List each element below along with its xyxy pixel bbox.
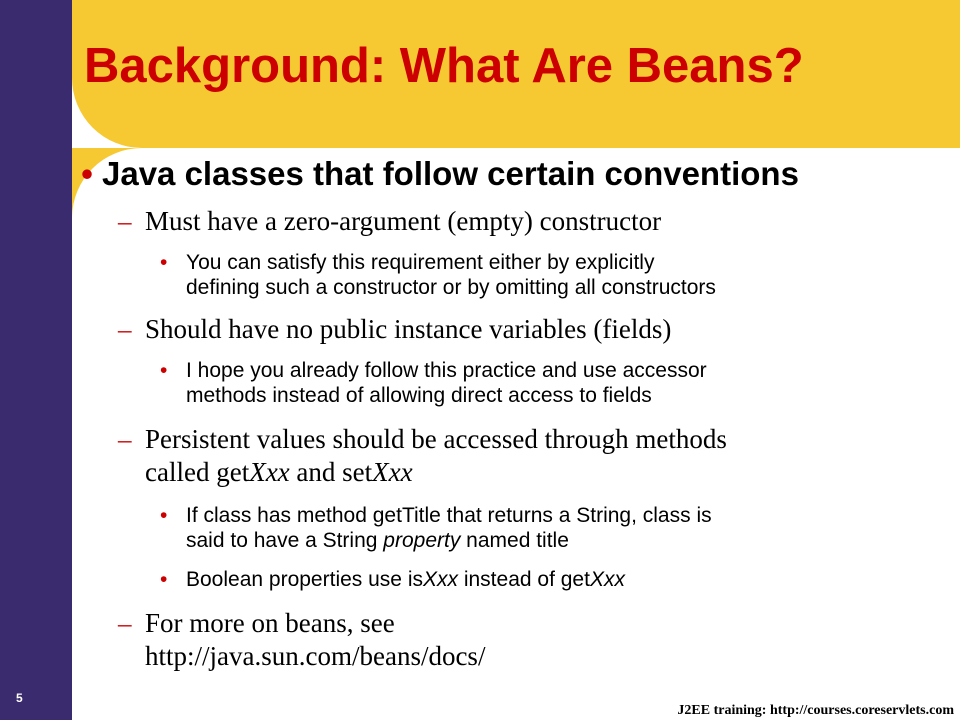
detail-line: [186, 528, 712, 553]
text-run-italic: property: [383, 529, 461, 552]
dot-marker: •: [160, 251, 168, 274]
detail-line: You can satisfy this requirement either by explicitly: [186, 251, 655, 274]
text-run: called get: [145, 457, 250, 487]
sub-bullet-line: [145, 456, 727, 489]
detail-constructor: [160, 250, 716, 300]
detail-fields: [160, 358, 707, 408]
dash-marker: –: [118, 608, 132, 638]
text-run-italic: Xxx: [422, 568, 458, 591]
text-run: said to have a String: [186, 529, 384, 552]
text-run-italic: Xxx: [372, 457, 413, 487]
bullet-main: [72, 155, 799, 193]
detail-line: I hope you already follow this practice and use accessor: [186, 359, 707, 382]
text-run-italic: Xxx: [589, 568, 625, 591]
sub-bullet-more-info: [118, 607, 485, 673]
slide-title: Background: What Are Beans?: [84, 39, 804, 93]
sub-bullet-accessors: [118, 423, 727, 489]
detail-property: [160, 503, 712, 553]
sub-bullet-line: For more on beans, see: [145, 608, 395, 638]
text-run: named title: [460, 529, 569, 552]
footer-text: J2EE training: http://courses.coreservlets.com: [677, 703, 954, 718]
dot-marker: •: [160, 568, 168, 591]
detail-boolean: [160, 567, 625, 592]
bullet-main-text: Java classes that follow certain conventions: [102, 155, 799, 192]
dot-marker: •: [160, 359, 168, 382]
text-run: and set: [289, 457, 373, 487]
text-run: Boolean properties use is: [186, 568, 423, 591]
docs-url-text: http://java.sun.com/beans/docs/: [145, 641, 486, 671]
detail-line: [186, 567, 625, 592]
sub-bullet-text: Should have no public instance variables (fields): [145, 314, 672, 344]
sub-bullet-text: Must have a zero-argument (empty) constructor: [145, 206, 662, 236]
detail-line: If class has method getTitle that returns a String, class is: [186, 504, 712, 527]
sub-bullet-fields: [118, 313, 671, 346]
dash-marker: –: [118, 424, 132, 454]
page-number: 5: [16, 691, 23, 705]
bullet-marker: •: [81, 155, 93, 192]
sub-bullet-line: Persistent values should be accessed through methods: [145, 424, 727, 454]
dot-marker: •: [160, 504, 168, 527]
dash-marker: –: [118, 206, 132, 236]
text-run-italic: Xxx: [249, 457, 290, 487]
detail-line: methods instead of allowing direct access to fields: [186, 384, 652, 407]
dash-marker: –: [118, 314, 132, 344]
text-run: instead of get: [458, 568, 590, 591]
detail-line: defining such a constructor or by omitting all constructors: [186, 276, 716, 299]
sub-bullet-constructor: [118, 205, 661, 238]
